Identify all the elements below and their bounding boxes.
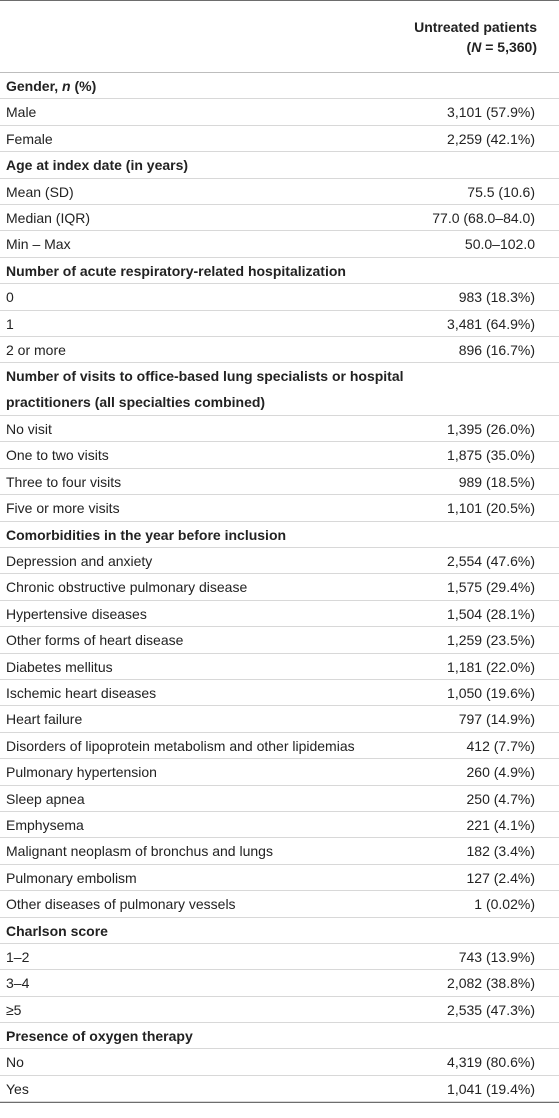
row-value: 1,181 (22.0%) — [447, 658, 535, 675]
section-label: Presence of oxygen therapy — [6, 1028, 193, 1045]
row-value: 127 (2.4%) — [466, 869, 535, 886]
section-header-row — [0, 73, 559, 99]
row-label: Female — [6, 130, 53, 147]
row-value: 989 (18.5%) — [458, 473, 535, 490]
row-value: 1,259 (23.5%) — [447, 632, 535, 649]
row-label: Emphysema — [6, 816, 84, 833]
row-value: 1,575 (29.4%) — [447, 579, 535, 596]
table-row — [0, 574, 559, 600]
section-header-row — [0, 152, 559, 178]
section-header-row — [0, 918, 559, 944]
row-label: Hypertensive diseases — [6, 605, 147, 622]
table-row — [0, 601, 559, 627]
row-value: 2,082 (38.8%) — [447, 975, 535, 992]
row-value: 1,041 (19.4%) — [447, 1080, 535, 1097]
table-row — [0, 469, 559, 495]
table-row — [0, 311, 559, 337]
row-value: 797 (14.9%) — [458, 711, 535, 728]
row-label: Other forms of heart disease — [6, 632, 184, 649]
table-row — [0, 627, 559, 653]
row-value: 743 (13.9%) — [458, 948, 535, 965]
table-body — [0, 73, 559, 1102]
table-row — [0, 891, 559, 917]
row-value: 2,554 (47.6%) — [447, 553, 535, 570]
table-row — [0, 786, 559, 812]
column-header-line1: Untreated patients — [414, 19, 537, 35]
row-value: 1,395 (26.0%) — [447, 421, 535, 438]
section-header-row — [0, 258, 559, 284]
table-row — [0, 337, 559, 363]
table-row — [0, 706, 559, 732]
row-label: Diabetes mellitus — [6, 658, 113, 675]
row-label: No — [6, 1054, 24, 1071]
row-value: 260 (4.9%) — [466, 764, 535, 781]
row-value: 1,504 (28.1%) — [447, 605, 535, 622]
row-label: Sleep apnea — [6, 790, 85, 807]
row-value: 75.5 (10.6) — [467, 183, 535, 200]
table-row — [0, 284, 559, 310]
row-label: Median (IQR) — [6, 209, 91, 226]
table-row — [0, 179, 559, 205]
row-value: 77.0 (68.0–84.0) — [432, 209, 535, 226]
row-value: 1,101 (20.5%) — [447, 500, 535, 517]
row-value: 1,875 (35.0%) — [447, 447, 535, 464]
table-row — [0, 231, 559, 257]
table-row — [0, 970, 559, 996]
row-value: 412 (7.7%) — [466, 737, 535, 754]
row-value: 2,259 (42.1%) — [447, 130, 535, 147]
table-row — [0, 495, 559, 521]
section-label: Number of acute respiratory-related hospitalization — [6, 262, 346, 279]
section-header-row — [0, 363, 559, 416]
table-row — [0, 865, 559, 891]
table-row — [0, 548, 559, 574]
table-row — [0, 205, 559, 231]
table-row — [0, 838, 559, 864]
row-label: Mean (SD) — [6, 183, 74, 200]
row-label: 0 — [6, 289, 14, 306]
section-label: Charlson score — [6, 922, 108, 939]
row-value: 983 (18.3%) — [458, 289, 535, 306]
table-row — [0, 99, 559, 125]
section-label: Number of visits to office-based lung specialists or hospital practitioners (all specialties combined) — [6, 368, 404, 411]
section-label: Gender, n (%) — [6, 78, 97, 94]
row-label: Pulmonary hypertension — [6, 764, 157, 781]
row-value: 896 (16.7%) — [458, 341, 535, 358]
column-header-line2: (N = 5,360) — [466, 39, 537, 55]
row-label: Min – Max — [6, 236, 71, 253]
row-value: 50.0–102.0 — [464, 236, 535, 253]
column-header-untreated — [414, 17, 537, 57]
table-row — [0, 944, 559, 970]
row-label: 1–2 — [6, 948, 30, 965]
table-row — [0, 997, 559, 1023]
table-row — [0, 1076, 559, 1102]
row-value: 3,101 (57.9%) — [447, 104, 535, 121]
row-value: 250 (4.7%) — [466, 790, 535, 807]
row-value: 1,050 (19.6%) — [447, 685, 535, 701]
table-row — [0, 126, 559, 152]
table-row — [0, 759, 559, 785]
table-bottom-rule — [0, 1102, 559, 1103]
row-value: 3,481 (64.9%) — [447, 315, 535, 332]
row-label: One to two visits — [6, 447, 109, 464]
row-label: Chronic obstructive pulmonary disease — [6, 579, 248, 596]
row-label: Depression and anxiety — [6, 553, 153, 570]
row-label: Heart failure — [6, 711, 83, 728]
table-row — [0, 1049, 559, 1075]
table-row — [0, 654, 559, 680]
row-label: Male — [6, 104, 37, 121]
table-row — [0, 680, 559, 706]
table-row — [0, 812, 559, 838]
row-label: Disorders of lipoprotein metabolism and other lipidemias — [6, 737, 355, 754]
table-row — [0, 416, 559, 442]
section-label: Age at index date (in years) — [6, 157, 189, 174]
row-label: Ischemic heart diseases — [6, 685, 157, 701]
section-header-row — [0, 1023, 559, 1049]
row-label: 1 — [6, 315, 14, 332]
row-label: Yes — [6, 1080, 29, 1097]
row-label: ≥5 — [6, 1001, 22, 1018]
row-label: 3–4 — [6, 975, 30, 992]
row-label: No visit — [6, 421, 52, 438]
table-header — [0, 1, 559, 72]
table-row — [0, 733, 559, 759]
section-header-row — [0, 522, 559, 548]
row-label: Other diseases of pulmonary vessels — [6, 896, 236, 913]
row-value: 2,535 (47.3%) — [447, 1001, 535, 1018]
section-label: Comorbidities in the year before inclusion — [6, 526, 287, 543]
row-value: 1 (0.02%) — [474, 896, 535, 913]
row-label: Three to four visits — [6, 473, 122, 490]
row-value: 182 (3.4%) — [466, 843, 535, 860]
table-row — [0, 442, 559, 468]
row-label: 2 or more — [6, 341, 66, 358]
row-label: Malignant neoplasm of bronchus and lungs — [6, 843, 273, 860]
row-label: Pulmonary embolism — [6, 869, 137, 886]
row-value: 221 (4.1%) — [466, 816, 535, 833]
row-label: Five or more visits — [6, 500, 120, 517]
row-value: 4,319 (80.6%) — [447, 1054, 535, 1071]
